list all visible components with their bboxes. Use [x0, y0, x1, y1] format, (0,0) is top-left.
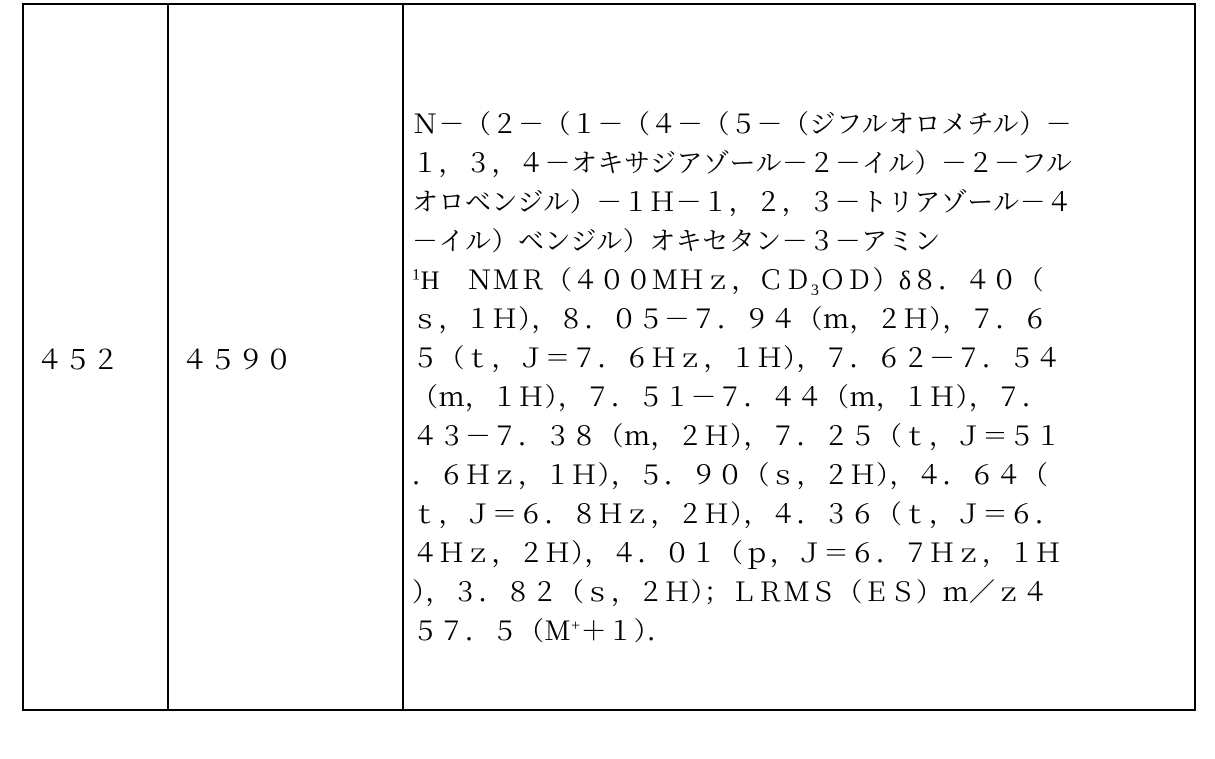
nmr-data-text — [412, 261, 1176, 651]
nmr-prefix-text: H ＮＭＲ（４００ＭＨｚ，ＣＤ — [420, 266, 811, 295]
compound-number-cell — [168, 4, 403, 710]
nmr-proton-superscript: 1 — [412, 266, 421, 284]
compound-description-inner — [404, 53, 1194, 661]
compound-data-table — [22, 3, 1196, 711]
nmr-body-text: ＯＤ）δ８．４０（ ｓ，１Ｈ），８．０５－７．９４（ｍ，２Ｈ），７．６ ５（ｔ，Ｊ＝７．６Ｈｚ，１Ｈ），７．６２－７．５４ （ｍ，１Ｈ），７．５１－７．４４（ｍ，１Ｈ），７． ４３－７．３８（ｍ，２Ｈ），７．２５（ｔ，Ｊ＝５１ ．６Ｈｚ，１Ｈ），５．９０（ｓ，２Ｈ），４．６４（ ｔ，Ｊ＝６．８Ｈｚ，２Ｈ），４．３６（ｔ，Ｊ＝６． ４Ｈｚ，２Ｈ），４．０１（ｐ，Ｊ＝６．７Ｈｚ，１Ｈ ），３．８２（ｓ，２Ｈ）；ＬＲＭＳ（ＥＳ）ｍ／ｚ４ ５７．５（Ｍ — [412, 266, 1062, 646]
entry-number-cell — [23, 4, 168, 710]
nmr-cd3-subscript: 3 — [810, 282, 820, 300]
nmr-tail-text: ＋１）． — [580, 617, 674, 646]
compound-name-text: Ｎ－（２－（１－（４－（５－（ジフルオロメチル）－ １，３，４－オキサジアゾール－２－イル）－２－フル オロベンジル）－１Ｈ－１，２，３－トリアゾール－４ －イル）ベンジル）オキセタン－３－アミン — [412, 110, 1073, 256]
table-container — [22, 3, 1190, 711]
compound-number-value: ４５９０ — [181, 344, 293, 375]
table-row — [23, 4, 1195, 710]
entry-number-value: ４５２ — [36, 344, 120, 375]
nmr-mass-charge-superscript: + — [571, 617, 581, 635]
compound-description-cell — [403, 4, 1195, 710]
